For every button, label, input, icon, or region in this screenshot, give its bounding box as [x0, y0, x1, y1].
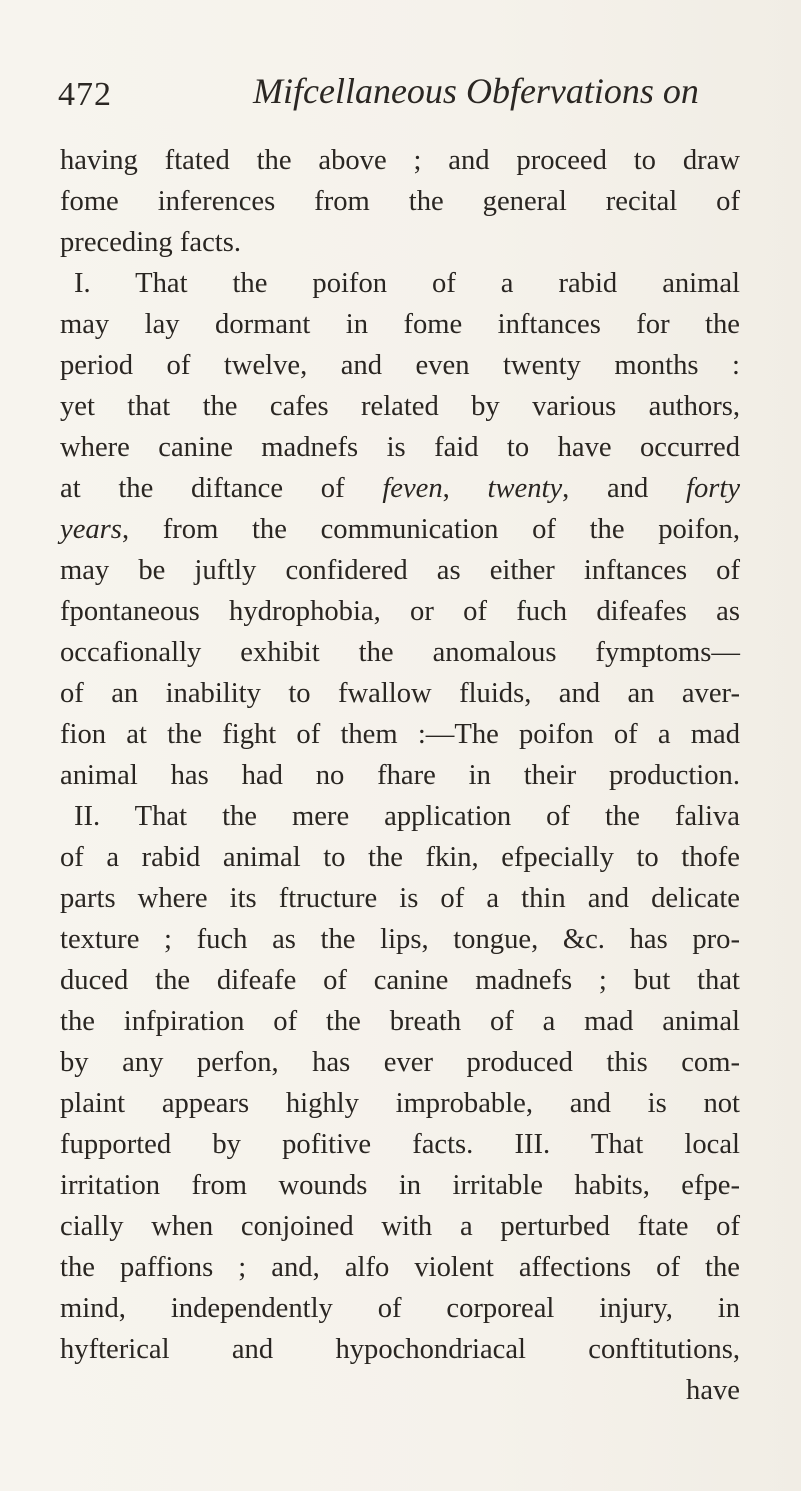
italic-word: twenty: [487, 473, 563, 504]
text-line: I. That the poifon of a rabid animal: [74, 268, 740, 299]
text-line: fupported by pofitive facts. III. That local: [60, 1129, 740, 1160]
text-line: mind, independently of corporeal injury, in: [60, 1293, 740, 1324]
text-line: texture ; fuch as the lips, tongue, &c. has pro-: [60, 924, 740, 955]
text-fragment: ,: [442, 473, 488, 504]
text-line: fpontaneous hydrophobia, or of fuch difeafes as: [60, 596, 740, 627]
text-line: where canine madnefs is faid to have occurred: [60, 432, 740, 463]
text-fragment: , and: [562, 473, 686, 504]
text-line: fome inferences from the general recital of: [60, 186, 740, 217]
text-line: period of twelve, and even twenty months :: [60, 350, 740, 381]
text-line: occafionally exhibit the anomalous fymptoms—: [60, 637, 740, 668]
text-line: irritation from wounds in irritable habits, efpe-: [60, 1170, 740, 1201]
text-line: the infpiration of the breath of a mad animal: [60, 1006, 740, 1037]
text-line: may lay dormant in fome inftances for the: [60, 309, 740, 340]
text-line: preceding facts.: [60, 227, 242, 258]
italic-word: forty: [686, 473, 741, 504]
text-fragment: at the diftance of: [60, 473, 383, 504]
page-number: 472: [58, 76, 112, 113]
text-line: plaint appears highly improbable, and is not: [60, 1088, 740, 1119]
running-head: Mifcellaneous Obfervations on: [253, 71, 699, 111]
italic-word: years: [60, 514, 122, 545]
page-header: [58, 70, 758, 130]
text-line: of an inability to fwallow fluids, and an aver-: [60, 678, 740, 709]
body-text: [60, 140, 740, 1411]
text-fragment: , from the communication of the poifon,: [121, 514, 740, 545]
text-line: fion at the fight of them :—The poifon of a mad: [60, 719, 740, 750]
italic-word: feven: [382, 473, 443, 504]
text-line: may be juftly confidered as either inftances of: [60, 555, 740, 586]
text-line: cially when conjoined with a perturbed ftate of: [60, 1211, 740, 1242]
text-line: yet that the cafes related by various authors,: [60, 391, 740, 422]
text-line: parts where its ftructure is of a thin and delicate: [60, 883, 740, 914]
catchword: have: [686, 1375, 740, 1406]
text-line: II. That the mere application of the faliva: [74, 801, 740, 832]
text-line: animal has had no fhare in their production.: [60, 760, 740, 791]
text-line: the paffions ; and, alfo violent affections of the: [60, 1252, 740, 1283]
text-line: of a rabid animal to the fkin, efpecially to thofe: [60, 842, 740, 873]
text-line: hyfterical and hypochondriacal conftitutions,: [60, 1334, 740, 1365]
text-line: by any perfon, has ever produced this com-: [60, 1047, 740, 1078]
text-line-with-italics: [60, 509, 740, 550]
text-line: duced the difeafe of canine madnefs ; but that: [60, 965, 740, 996]
text-line-with-italics: [60, 468, 740, 509]
text-line: having ftated the above ; and proceed to draw: [60, 145, 740, 176]
